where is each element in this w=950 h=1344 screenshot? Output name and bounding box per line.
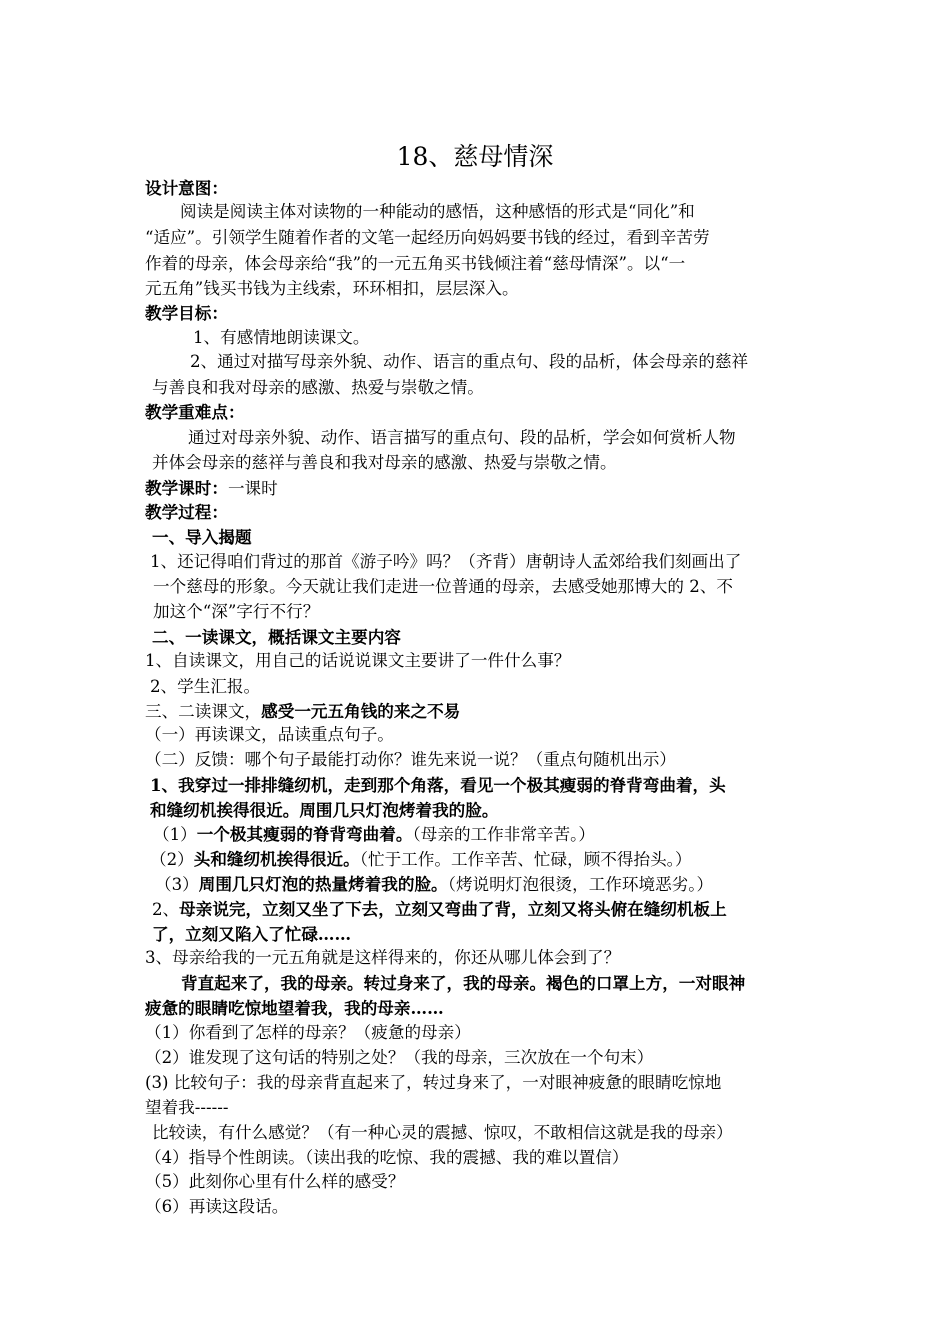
paragraph-line: 与善良和我对母亲的感激、热爱与崇敬之情。 bbox=[152, 378, 484, 397]
paragraph-line: 1、自读课文，用自己的话说说课文主要讲了一件什么事？ bbox=[145, 651, 571, 670]
paragraph-line: 2、学生汇报。 bbox=[150, 677, 261, 696]
key-sentence: 疲惫的眼睛吃惊地望着我，我的母亲…… bbox=[145, 998, 444, 1018]
paragraph-line: “适应”。引领学生随着作者的文笔一起经历向妈妈要书钱的经过，看到辛苦劳 bbox=[145, 228, 710, 247]
heading-process: 教学过程： bbox=[145, 502, 228, 522]
paragraph-line: 1、还记得咱们背过的那首《游子吟》吗？（齐背）唐朝诗人孟郊给我们刻画出了 bbox=[150, 552, 742, 571]
page-title: 18、慈母情深 bbox=[396, 142, 554, 171]
section-heading-line bbox=[145, 699, 810, 724]
question-line: （1）你看到了怎样的母亲？（疲惫的母亲） bbox=[145, 1023, 471, 1042]
analysis-line: （2）头和缝纫机挨得很近。（忙于工作。工作辛苦、忙碌，顾不得抬头。） bbox=[150, 849, 692, 869]
paragraph-line: 作着的母亲，体会母亲给“我”的一元五角买书钱倾注着“慈母情深”。以“一 bbox=[145, 254, 686, 273]
class-hours-value: 一课时 bbox=[227, 479, 278, 498]
section-heading: 感受一元五角钱的来之不易 bbox=[261, 701, 461, 721]
question-line: （5）此刻你心里有什么样的感受？ bbox=[145, 1172, 405, 1191]
question-line: 比较读，有什么感觉？（有一种心灵的震撼、惊叹，不敢相信这就是我的母亲） bbox=[152, 1123, 733, 1142]
paragraph-line: 元五角”钱买书钱为主线索，环环相扣，层层深入。 bbox=[145, 279, 519, 298]
question-line: （2）谁发现了这句话的特别之处？（我的母亲，三次放在一个句末） bbox=[145, 1048, 654, 1067]
section-heading: 二、一读课文，概括课文主要内容 bbox=[152, 627, 401, 647]
question-line: （6）再读这段话。 bbox=[145, 1197, 289, 1216]
analysis-line: （1）一个极其瘦弱的脊背弯曲着。（母亲的工作非常辛苦。） bbox=[153, 824, 595, 844]
question-line: 望着我------ bbox=[145, 1098, 229, 1117]
key-sentence: 背直起来了，我的母亲。转过身来了，我的母亲。褐色的口罩上方，一对眼神 bbox=[181, 973, 746, 993]
key-sentence: 1、我穿过一排排缝纫机，走到那个角落，看见一个极其瘦弱的脊背弯曲着，头 bbox=[150, 775, 726, 795]
heading-goals: 教学目标： bbox=[145, 303, 228, 323]
question-line: (3) 比较句子：我的母亲背直起来了，转过身来了，一对眼神疲惫的眼睛吃惊地 bbox=[145, 1073, 722, 1092]
goal-item: 2、通过对描写母亲外貌、动作、语言的重点句、段的品析，体会母亲的慈祥 bbox=[190, 352, 749, 371]
goal-item: 1、有感情地朗读课文。 bbox=[193, 328, 370, 347]
section-number: 三、二读课文， bbox=[145, 702, 262, 721]
heading-class-hours: 教学课时： bbox=[145, 478, 228, 498]
paragraph-line: 加这个“深”字行不行？ bbox=[153, 602, 320, 621]
paragraph-line: （一）再读课文，品读重点句子。 bbox=[145, 725, 394, 744]
question-line: （4）指导个性朗读。（读出我的吃惊、我的震撼、我的难以置信） bbox=[145, 1148, 629, 1167]
paragraph-line: 通过对母亲外貌、动作、语言描写的重点句、段的品析，学会如何赏析人物 bbox=[188, 428, 736, 447]
heading-design-intent: 设计意图： bbox=[145, 178, 228, 198]
key-sentence: 和缝纫机挨得很近。周围几只灯泡烤着我的脸。 bbox=[150, 800, 499, 820]
paragraph-line: 一个慈母的形象。今天就让我们走进一位普通的母亲，去感受她那博大的 2、不 bbox=[153, 577, 734, 596]
paragraph-line: 3、母亲给我的一元五角就是这样得来的，你还从哪儿体会到了？ bbox=[145, 948, 621, 967]
paragraph-line: 阅读是阅读主体对读物的一种能动的感悟，这种感悟的形式是“同化”和 bbox=[180, 202, 695, 221]
key-sentence: 了，立刻又陷入了忙碌…… bbox=[152, 924, 352, 944]
paragraph-line: （二）反馈：哪个句子最能打动你？谁先来说一说？（重点句随机出示） bbox=[145, 750, 676, 769]
analysis-line: （3）周围几只灯泡的热量烤着我的脸。（烤说明灯泡很烫，工作环境恶劣。） bbox=[155, 874, 714, 894]
section-heading: 一、导入揭题 bbox=[152, 527, 252, 547]
heading-key-points: 教学重难点： bbox=[145, 402, 245, 422]
paragraph-line: 并体会母亲的慈祥与善良和我对母亲的感激、热爱与崇敬之情。 bbox=[152, 453, 617, 472]
class-hours-line bbox=[145, 476, 810, 501]
key-sentence-line: 2、母亲说完，立刻又坐了下去，立刻又弯曲了背，立刻又将头俯在缝纫机板上 bbox=[152, 899, 727, 919]
